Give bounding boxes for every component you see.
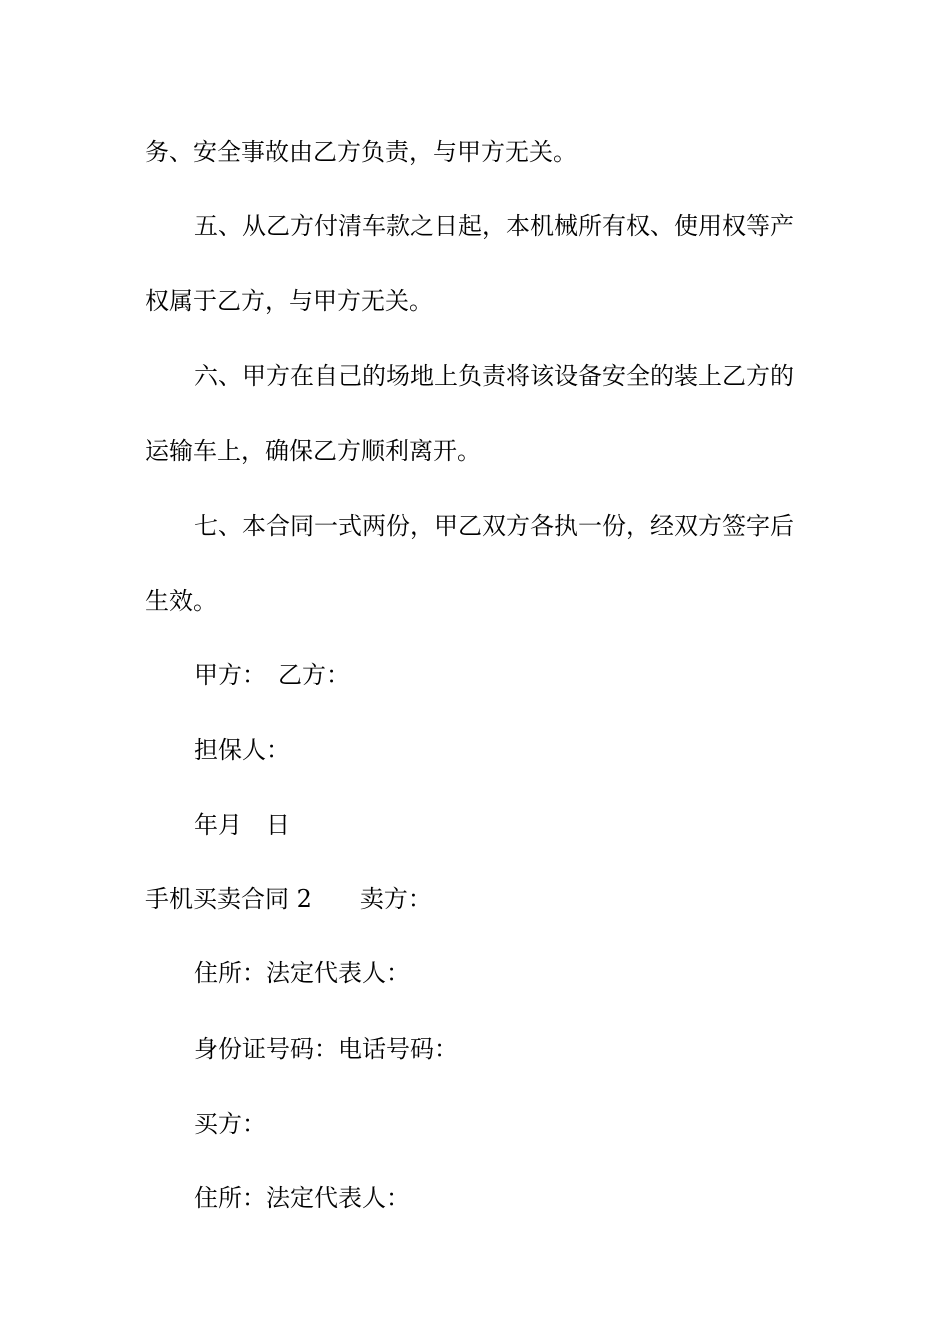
seller-address-representative: 住所：法定代表人：: [194, 959, 410, 987]
clause-6-line-1: 六、甲方在自己的场地上负责将该设备安全的装上乙方的: [194, 362, 794, 390]
contract-2-heading-row: [145, 884, 432, 914]
clause-7-line-2: 生效。: [145, 587, 217, 615]
clause-6-line-2: 运输车上，确保乙方顺利离开。: [145, 437, 481, 465]
contract-2-title: 手机买卖合同 2: [145, 885, 312, 913]
paragraph-4-continuation: 务、安全事故由乙方负责，与甲方无关。: [145, 138, 577, 166]
buyer-address-representative: 住所：法定代表人：: [194, 1184, 410, 1212]
guarantor-label: 担保人：: [194, 736, 290, 764]
buyer-label: 买方：: [194, 1110, 266, 1138]
seller-label: 卖方：: [359, 885, 432, 913]
date-line: 年月 日: [194, 811, 290, 839]
clause-7-line-1: 七、本合同一式两份，甲乙双方各执一份，经双方签字后: [194, 512, 794, 540]
signature-parties: 甲方： 乙方：: [194, 661, 350, 689]
seller-id-phone: 身份证号码：电话号码：: [194, 1035, 458, 1063]
clause-5-line-1: 五、从乙方付清车款之日起，本机械所有权、使用权等产: [194, 212, 794, 240]
clause-5-line-2: 权属于乙方，与甲方无关。: [145, 287, 433, 315]
